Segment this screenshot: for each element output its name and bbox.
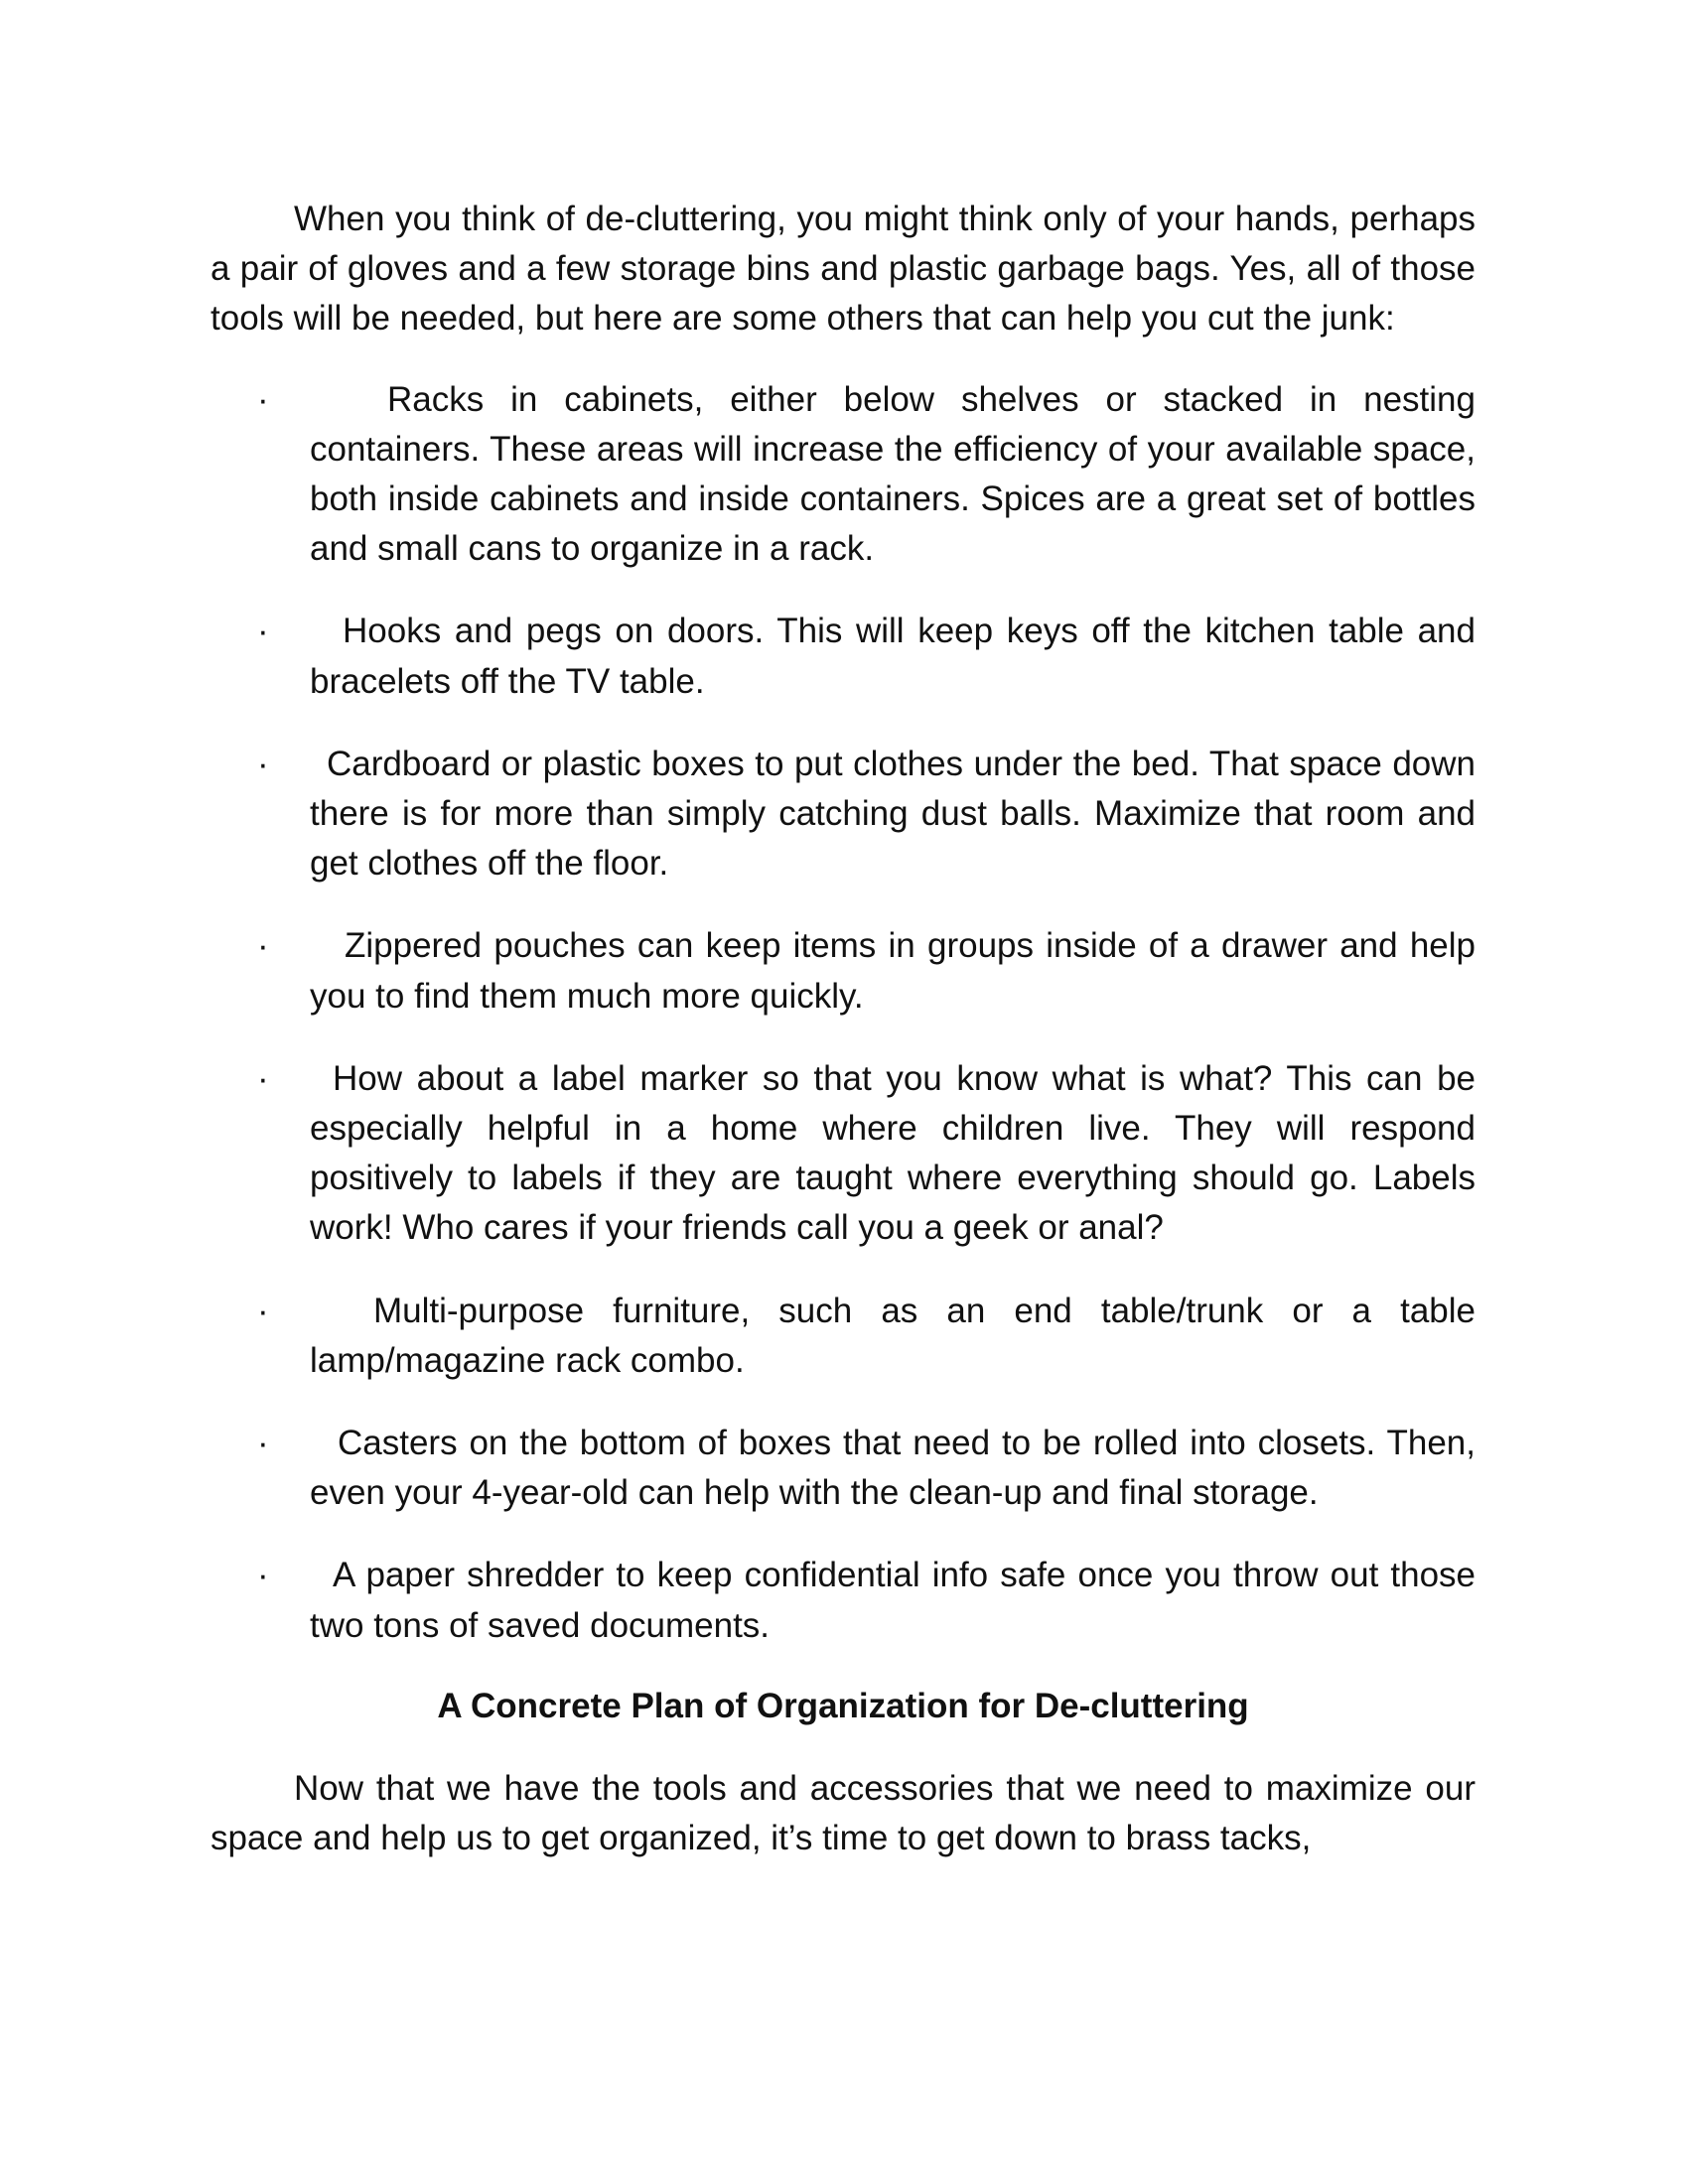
list-item-text: A paper shredder to keep confidential info safe once you throw out those two tons of saved documents. [310,1556,1476,1645]
list-item-text: Multi-purpose furniture, such as an end table/trunk or a table lamp/magazine rack combo. [310,1291,1476,1380]
bullet-icon: · [257,1424,269,1463]
list-item-text: How about a label marker so that you know what is what? This can be especially helpful in a home where children live. They will respond positively to labels if they are taught where everything should go. Labels work! Who cares if your friends call you a geek or anal? [310,1058,1476,1248]
list-item [211,921,1476,1021]
list-item-text: Zippered pouches can keep items in groups inside of a drawer and help you to find them much more quickly. [310,926,1476,1016]
list-item-text: Casters on the bottom of boxes that need to be rolled into closets. Then, even your 4-year-old can help with the clean-up and final storage. [310,1424,1476,1513]
list-item [211,607,1476,706]
list-item-text: Hooks and pegs on doors. This will keep keys off the kitchen table and bracelets off the TV table. [310,612,1476,701]
intro-paragraph: When you think of de-cluttering, you might think only of your hands, perhaps a pair of gloves and a few storage bins and plastic garbage bags. Yes, all of those tools will be needed, but here are some others that can help you cut the junk: [211,200,1476,339]
list-item [211,1551,1476,1650]
bullet-icon: · [257,1291,269,1330]
list-item [211,1054,1476,1254]
bullet-icon: · [257,379,269,419]
bullet-icon: · [257,612,269,651]
bullet-icon: · [257,1058,269,1098]
list-item [211,1419,1476,1518]
list-item-text: Racks in cabinets, either below shelves or stacked in nesting containers. These areas will increase the efficiency of your available space, both inside cabinets and inside containers. Spices are a great set of bottles and small cans to organize in a rack. [310,379,1476,569]
list-item [211,740,1476,889]
list-item [211,375,1476,575]
section-heading: A Concrete Plan of Organization for De-cluttering [437,1686,1249,1725]
bullet-icon: · [257,926,269,966]
tools-list [211,375,1476,1651]
list-item-text: Cardboard or plastic boxes to put clothes under the bed. That space down there is for more than simply catching dust balls. Maximize that room and get clothes off the floor. [310,744,1476,884]
closing-paragraph: Now that we have the tools and accessories that we need to maximize our space and help us to get organized, it’s time to get down to brass tacks, [211,1769,1476,1858]
list-item [211,1287,1476,1386]
document-page [211,195,1476,1863]
bullet-icon: · [257,1556,269,1595]
bullet-icon: · [257,744,269,783]
